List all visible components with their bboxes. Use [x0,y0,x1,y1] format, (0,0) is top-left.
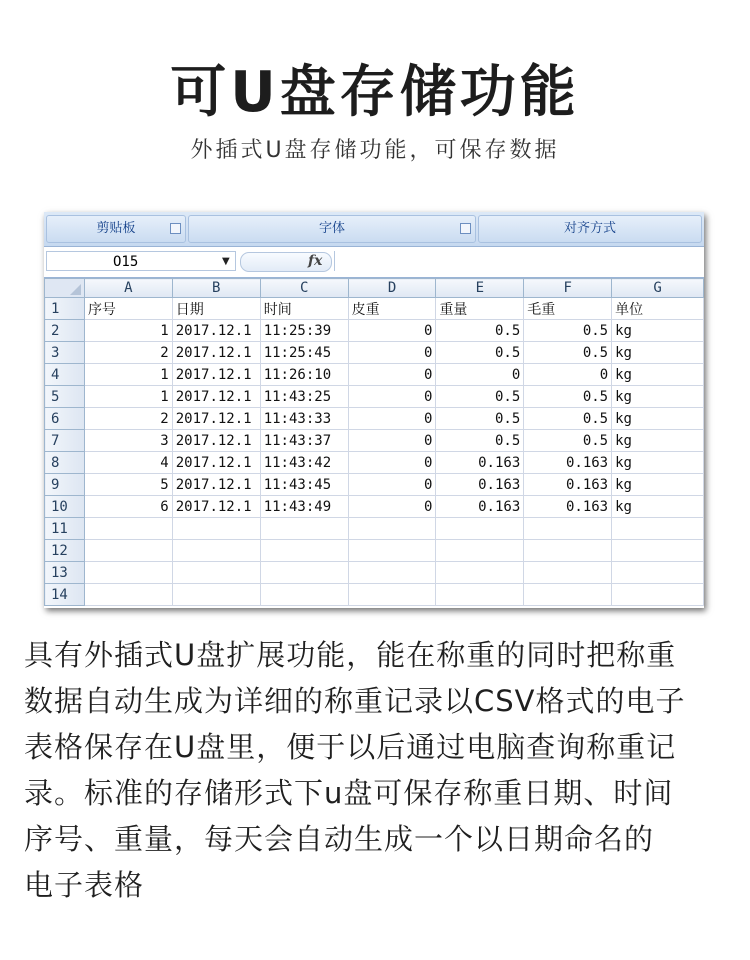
cell[interactable]: 0.163 [436,452,524,474]
cell[interactable]: 3 [84,430,172,452]
cell[interactable]: 0.5 [524,430,612,452]
cell[interactable]: 0 [348,386,436,408]
cell[interactable]: 重量 [436,298,524,320]
cell[interactable]: 0.5 [436,320,524,342]
cell[interactable]: 0.5 [436,342,524,364]
cell[interactable]: kg [612,364,704,386]
table-row [45,430,704,452]
excel-screenshot [44,212,704,608]
ribbon-group-clipboard[interactable] [46,215,186,243]
column-header-d[interactable]: D [348,279,436,298]
cell[interactable]: kg [612,342,704,364]
cell[interactable]: 0 [524,364,612,386]
cell[interactable] [524,518,612,540]
cell[interactable]: 1 [84,320,172,342]
row-header[interactable]: 9 [45,474,85,496]
column-header-b[interactable]: B [172,279,260,298]
cell[interactable]: 0.163 [524,496,612,518]
cell[interactable]: 11:43:42 [260,452,348,474]
description-line: 数据自动生成为详细的称重记录以CSV格式的电子 [24,684,686,718]
cell[interactable] [524,540,612,562]
cell[interactable]: 2017.12.1 [172,452,260,474]
row-header[interactable]: 6 [45,408,85,430]
formula-bar [44,247,704,278]
cell[interactable] [436,540,524,562]
cell[interactable]: 0.5 [436,430,524,452]
cell[interactable]: 皮重 [348,298,436,320]
cell[interactable]: kg [612,386,704,408]
spreadsheet-grid [44,278,704,606]
cell[interactable]: 6 [84,496,172,518]
cell[interactable]: 4 [84,452,172,474]
ribbon-group-alignment-label: 对齐方式 [563,221,616,236]
page-subtitle: 外插式U盘存储功能，可保存数据 [190,138,560,163]
table-row [45,584,704,606]
cell[interactable]: 11:43:49 [260,496,348,518]
function-icon[interactable]: fx [308,253,323,269]
cell[interactable] [524,562,612,584]
cell[interactable] [436,584,524,606]
row-header[interactable]: 12 [45,540,85,562]
cell[interactable]: 0 [348,452,436,474]
cell[interactable]: 单位 [612,298,704,320]
table-row [45,386,704,408]
table-row [45,320,704,342]
cell[interactable]: 日期 [172,298,260,320]
column-header-c[interactable]: C [260,279,348,298]
table-row [45,474,704,496]
dialog-launcher-icon[interactable] [170,223,181,234]
cell[interactable]: 2017.12.1 [172,364,260,386]
ribbon-group-font-label: 字体 [318,221,345,236]
cell[interactable]: 0.5 [524,408,612,430]
cell[interactable]: kg [612,452,704,474]
row-header[interactable]: 2 [45,320,85,342]
cell[interactable] [172,584,260,606]
cell[interactable]: 1 [84,386,172,408]
cell[interactable]: 11:25:39 [260,320,348,342]
cell[interactable] [524,584,612,606]
cell[interactable]: 序号 [84,298,172,320]
column-header-row [45,279,704,298]
cell[interactable] [84,562,172,584]
cell[interactable]: 0.163 [524,452,612,474]
description-line: 序号、重量，每天会自动生成一个以日期命名的 [24,822,655,856]
cell[interactable]: 0.163 [436,474,524,496]
cell[interactable] [260,540,348,562]
cell[interactable]: 0.5 [436,408,524,430]
column-header-f[interactable]: F [524,279,612,298]
cell[interactable]: 0.5 [524,320,612,342]
description-line: 具有外插式U盘扩展功能，能在称重的同时把称重 [24,638,677,672]
row-header[interactable]: 7 [45,430,85,452]
cell[interactable]: 0 [348,430,436,452]
cell[interactable] [348,584,436,606]
cell[interactable]: 2017.12.1 [172,342,260,364]
cell[interactable]: 2017.12.1 [172,320,260,342]
cell[interactable]: 2017.12.1 [172,386,260,408]
cell[interactable]: kg [612,408,704,430]
table-row [45,342,704,364]
table-row [45,496,704,518]
name-box[interactable]: O15 [46,251,236,271]
cell[interactable]: 0.163 [524,474,612,496]
cell[interactable] [172,562,260,584]
chevron-down-icon[interactable]: ▼ [222,256,230,267]
cell[interactable]: kg [612,320,704,342]
description-line: 表格保存在U盘里，便于以后通过电脑查询称重记 [24,730,677,764]
cell[interactable]: kg [612,496,704,518]
cell[interactable]: 0.5 [524,386,612,408]
row-header[interactable]: 1 [45,298,85,320]
row-header[interactable]: 5 [45,386,85,408]
ribbon [44,212,704,247]
cell[interactable] [84,540,172,562]
table-row [45,540,704,562]
cell[interactable] [436,562,524,584]
table-row [45,408,704,430]
cell[interactable]: kg [612,430,704,452]
row-header[interactable]: 3 [45,342,85,364]
cell[interactable] [260,584,348,606]
cell[interactable]: 0 [436,364,524,386]
cell[interactable] [612,540,704,562]
cell[interactable]: 1 [84,364,172,386]
cell[interactable] [612,562,704,584]
row-header[interactable]: 4 [45,364,85,386]
cell[interactable]: 0 [348,342,436,364]
cell[interactable]: 0.163 [436,496,524,518]
column-header-a[interactable]: A [84,279,172,298]
ribbon-group-font[interactable] [188,215,476,243]
cell[interactable]: 11:25:45 [260,342,348,364]
cell[interactable] [436,518,524,540]
cell[interactable] [612,518,704,540]
cell[interactable]: 2017.12.1 [172,474,260,496]
cell[interactable]: 11:43:45 [260,474,348,496]
cell[interactable]: 2 [84,408,172,430]
cell[interactable]: 0 [348,364,436,386]
column-header-g[interactable]: G [612,279,704,298]
table-row [45,298,704,320]
row-header[interactable]: 11 [45,518,85,540]
cell[interactable] [260,518,348,540]
description-text [24,632,724,908]
formula-input[interactable] [334,251,703,271]
ribbon-group-clipboard-label: 剪贴板 [96,221,136,236]
cell[interactable]: 毛重 [524,298,612,320]
dialog-launcher-icon[interactable] [460,223,471,234]
cell[interactable] [260,562,348,584]
row-header[interactable]: 13 [45,562,85,584]
cell[interactable] [172,540,260,562]
table-row [45,364,704,386]
cell[interactable]: 0 [348,408,436,430]
cell[interactable]: 0.5 [524,342,612,364]
select-all-icon [70,284,81,295]
ribbon-group-alignment[interactable] [478,215,702,243]
column-header-e[interactable]: E [436,279,524,298]
cell[interactable]: 时间 [260,298,348,320]
cell[interactable]: 0 [348,496,436,518]
cell[interactable]: 0 [348,320,436,342]
row-header[interactable]: 14 [45,584,85,606]
cell[interactable] [612,584,704,606]
table-row [45,562,704,584]
cell[interactable]: kg [612,474,704,496]
description-line: 录。标准的存储形式下u盘可保存称重日期、时间 [24,776,674,810]
cell[interactable]: 11:26:10 [260,364,348,386]
cell[interactable]: 2017.12.1 [172,430,260,452]
row-header[interactable]: 10 [45,496,85,518]
cell[interactable] [348,562,436,584]
page-title: 可U盘存储功能 [170,60,580,125]
row-header[interactable]: 8 [45,452,85,474]
cell[interactable] [84,584,172,606]
cell[interactable] [348,540,436,562]
cell[interactable] [348,518,436,540]
cell[interactable]: 11:43:25 [260,386,348,408]
cell[interactable]: 0.5 [436,386,524,408]
cell[interactable]: 5 [84,474,172,496]
select-all-corner[interactable] [45,279,85,298]
cell[interactable]: 2017.12.1 [172,496,260,518]
cell[interactable]: 11:43:37 [260,430,348,452]
cell[interactable]: 2 [84,342,172,364]
cell[interactable] [172,518,260,540]
cell[interactable]: 2017.12.1 [172,408,260,430]
cell[interactable]: 0 [348,474,436,496]
table-row [45,518,704,540]
table-row [45,452,704,474]
cell[interactable] [84,518,172,540]
description-line: 电子表格 [24,868,145,902]
cell[interactable]: 11:43:33 [260,408,348,430]
